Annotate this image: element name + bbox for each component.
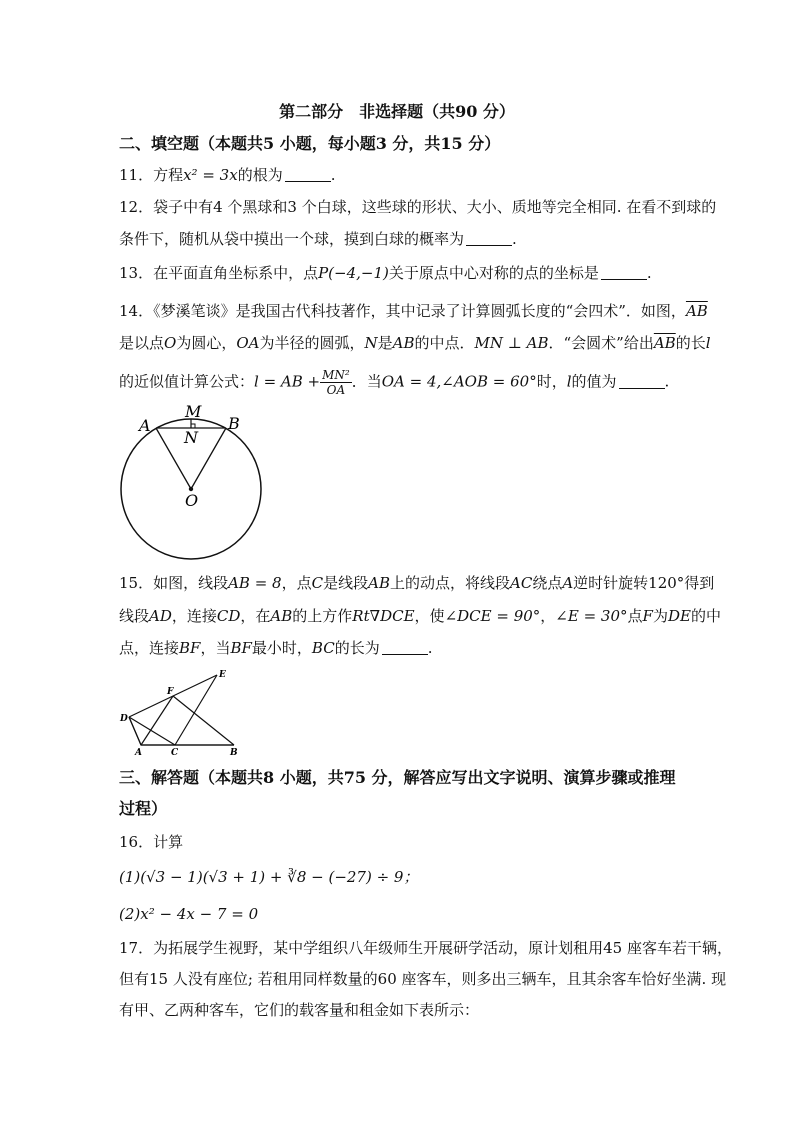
question-17-line1: 17．为拓展学生视野，某中学组织八年级师生开展研学活动，原计划租用45 座客车若干辆，	[119, 939, 732, 957]
q15-text: ，点	[281, 574, 312, 592]
q15-text: 绕点	[532, 574, 563, 592]
q14-l: l	[705, 334, 711, 352]
fraction-numerator: MN²	[322, 368, 350, 382]
question-14-line3	[119, 368, 669, 397]
q15-a: A	[562, 574, 574, 592]
label-n: N	[184, 428, 198, 447]
q14-ab: AB	[392, 334, 415, 352]
q15-c: C	[311, 574, 324, 592]
q11-text: 11．方程	[119, 166, 184, 184]
q15-angle-e: ∠E = 30°	[555, 607, 628, 625]
q15-text: ，在	[240, 607, 271, 625]
question-16-part2: (2)x² − 4x − 7 = 0	[119, 905, 259, 923]
q15-f: F	[642, 607, 653, 625]
q14-text: 的长	[675, 334, 706, 352]
label-e: E	[219, 670, 226, 680]
q14-formula: l = AB +	[254, 372, 321, 391]
q15-text: ，当	[200, 639, 231, 657]
q15-text: ，使	[414, 607, 445, 625]
answer-blank[interactable]	[285, 167, 331, 182]
q15-text: 上的动点，将线段	[389, 574, 510, 592]
question-16-label: 16．计算	[119, 833, 184, 851]
answer-blank[interactable]	[601, 265, 647, 280]
q15-text: ，	[540, 607, 556, 625]
q15-text: 为	[652, 607, 668, 625]
q15-text: 线段	[119, 607, 150, 625]
q15-text: 15．如图，线段	[119, 574, 229, 592]
segment-ab-ad	[129, 717, 234, 745]
q11-equation: x² = 3x	[183, 166, 238, 184]
q15-ab: AB	[368, 574, 390, 592]
label-m: M	[185, 402, 202, 421]
question-16-part1: (1)(√3 − 1)(√3 + 1) + ∛8 − (−27) ÷ 9；	[119, 868, 419, 886]
question-12-line1: 12．袋子中有4 个黑球和3 个白球，这些球的形状、大小、质地等完全相同. 在看不到球的	[119, 198, 717, 216]
q13-text-post: 关于原点中心对称的点的坐标是	[388, 264, 599, 282]
label-c: C	[171, 748, 179, 757]
q14-condition: OA = 4,∠AOB = 60°	[381, 372, 537, 391]
question-11	[119, 165, 335, 185]
q14-l: l	[566, 372, 572, 391]
question-15-line1	[119, 573, 714, 593]
label-f: F	[167, 687, 174, 697]
q15-text: 最小时，	[251, 639, 312, 657]
q14-text: 14．《梦溪笔谈》是我国古代科技著作，其中记录了计算圆弧长度的“会四术”．如图，	[119, 302, 686, 320]
q11-period: .	[330, 166, 336, 184]
q15-text: 逆时针旋转120°得到	[573, 574, 715, 592]
label-a: A	[135, 748, 142, 757]
q15-ab: AB	[270, 607, 293, 625]
q14-point-o: O	[164, 334, 177, 352]
q15-text: 的长为	[334, 639, 380, 657]
q15-period: .	[427, 639, 433, 657]
q15-triangle: Rt∇DCE	[352, 607, 415, 625]
q14-text: 为圆心，	[176, 334, 237, 352]
segment-bf	[173, 696, 234, 745]
q15-angle-dce: ∠DCE = 90°	[444, 607, 541, 625]
q15-ad: AD	[149, 607, 172, 625]
q15-text: ，连接	[171, 607, 217, 625]
segment-cd	[129, 717, 175, 745]
q14-oa: OA	[236, 334, 260, 352]
q15-text: 的中	[690, 607, 721, 625]
q13-text: 13．在平面直角坐标系中，点	[119, 264, 319, 282]
q12-period: .	[512, 230, 517, 248]
question-17-line3: 有甲、乙两种客车，它们的载客量和租金如下表所示：	[119, 1001, 480, 1019]
figure-rotation	[115, 667, 245, 757]
answer-blank[interactable]	[619, 374, 665, 389]
q15-ac: AC	[510, 574, 533, 592]
q11-text-post: 的根为	[237, 166, 283, 184]
q14-fraction	[320, 368, 352, 397]
q13-point: P(−4,−1)	[318, 264, 389, 282]
question-15-line2	[119, 606, 721, 626]
q15-text: 点，连接	[119, 639, 180, 657]
question-15-line3	[119, 638, 433, 658]
q15-bf: BF	[230, 639, 252, 657]
q13-period: .	[646, 264, 652, 282]
q14-text: 的近似值计算公式：	[119, 372, 255, 391]
label-b: B	[230, 748, 238, 757]
answer-blank[interactable]	[382, 640, 428, 655]
q15-ab8: AB = 8	[228, 574, 282, 592]
question-14-line1	[119, 301, 708, 321]
q14-period: .	[664, 372, 670, 391]
q14-point-n: N	[364, 334, 378, 352]
section-answer-heading: 三、解答题（本题共8 小题，共75 分，解答应写出文字说明、演算步骤或推理	[119, 768, 676, 787]
figure-circle-arc	[115, 400, 275, 565]
q15-bc: BC	[311, 639, 335, 657]
q14-perp: MN ⊥ AB	[474, 334, 549, 352]
q12-text: 条件下，随机从袋中摸出一个球，摸到白球的概率为	[119, 230, 465, 248]
q15-text: 的上方作	[292, 607, 353, 625]
q14-text: 是以点	[119, 334, 165, 352]
q15-text: 是线段	[323, 574, 369, 592]
q15-bf: BF	[179, 639, 201, 657]
answer-blank[interactable]	[466, 231, 512, 246]
q14-text: 是	[377, 334, 393, 352]
section-fill-in-heading: 二、填空题（本题共5 小题，每小题3 分，共15 分）	[119, 134, 501, 153]
question-17-line2: 但有15 人没有座位; 若租用同样数量的60 座客车，则多出三辆车，且其余客车恰好坐满. 现	[119, 970, 727, 988]
arc-ab-symbol: $\overline{AB}$	[685, 302, 708, 320]
section-answer-heading-cont: 过程）	[119, 799, 168, 818]
q14-text: 为半径的圆弧，	[259, 334, 365, 352]
fraction-denominator: OA	[326, 383, 346, 397]
q14-text: ．“会圆术”给出	[548, 334, 654, 352]
q14-text: 的中点．	[414, 334, 475, 352]
arc-ab-symbol: $\overline{AB}$	[653, 334, 676, 352]
q15-cd: CD	[216, 607, 241, 625]
part-title: 第二部分 非选择题（共90 分）	[279, 102, 515, 121]
label-d: D	[120, 714, 128, 724]
q14-text: 的值为	[571, 372, 617, 391]
q15-de: DE	[667, 607, 691, 625]
q14-text: ．当	[351, 372, 382, 391]
label-o: O	[185, 491, 199, 510]
q14-text: 时，	[536, 372, 567, 391]
label-b: B	[228, 414, 240, 433]
question-12-line2	[119, 229, 517, 249]
label-a: A	[139, 416, 151, 435]
question-13	[119, 263, 652, 283]
q15-text: 点	[627, 607, 643, 625]
question-14-line2	[119, 333, 711, 353]
